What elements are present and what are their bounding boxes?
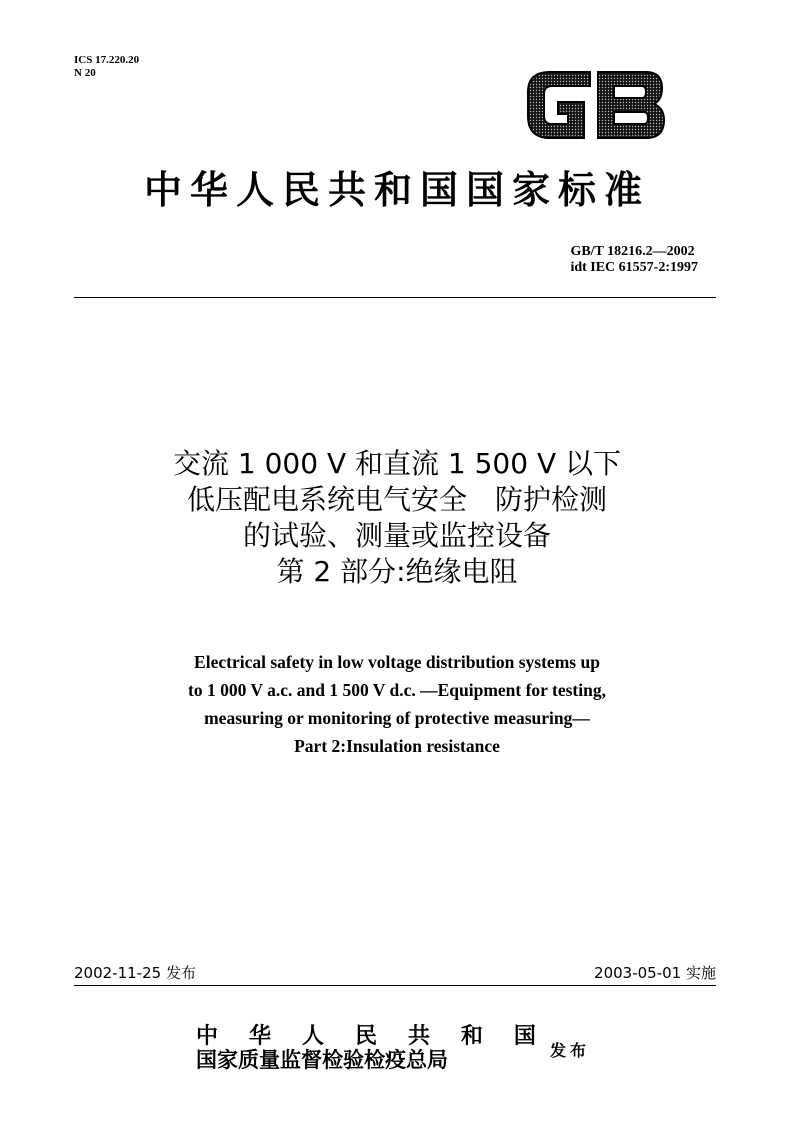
gb-logo — [520, 62, 670, 146]
standard-number: GB/T 18216.2—2002 — [570, 244, 695, 259]
english-title-line: measuring or monitoring of protective measuring— — [204, 708, 590, 728]
classification-codes — [74, 54, 139, 80]
ics-code: ICS 17.220.20 — [74, 54, 140, 66]
footer-divider — [74, 985, 716, 986]
chinese-title — [0, 446, 794, 590]
publisher-char: 国 — [513, 1023, 536, 1049]
publisher-char: 共 — [407, 1023, 430, 1049]
implementation-date: 2003-05-01 实施 — [594, 964, 716, 982]
publisher-char: 和 — [460, 1023, 483, 1049]
publisher-char: 中 — [196, 1023, 219, 1049]
english-title-line: Part 2:Insulation resistance — [294, 736, 500, 756]
ccs-code: N 20 — [74, 67, 96, 79]
publisher-agency: 国家质量监督检验检疫总局 — [196, 1047, 448, 1072]
identical-to: idt IEC 61557-2:1997 — [570, 260, 698, 275]
chinese-title-line: 的试验、测量或监控设备 — [242, 519, 551, 552]
publisher-char: 人 — [301, 1023, 324, 1049]
publisher-block — [196, 1024, 616, 1072]
publisher-char: 华 — [248, 1023, 271, 1049]
header-divider — [74, 297, 716, 298]
publish-label: 发布 — [550, 1041, 591, 1060]
chinese-title-line: 低压配电系统电气安全 防护检测 — [186, 483, 607, 516]
publisher-country — [196, 1024, 536, 1048]
publisher-char: 民 — [354, 1023, 377, 1049]
english-title — [0, 648, 794, 760]
english-title-line: to 1 000 V a.c. and 1 500 V d.c. —Equipment for testing, — [188, 680, 606, 700]
english-title-line: Electrical safety in low voltage distribution systems up — [194, 652, 600, 672]
standard-number-block — [570, 244, 698, 276]
national-standard-title: 中华人民共和国国家标准 — [143, 167, 650, 212]
issue-date: 2002-11-25 发布 — [74, 964, 196, 982]
chinese-title-line: 第 2 部分:绝缘电阻 — [276, 555, 518, 588]
chinese-title-line: 交流 1 000 V 和直流 1 500 V 以下 — [172, 447, 622, 480]
